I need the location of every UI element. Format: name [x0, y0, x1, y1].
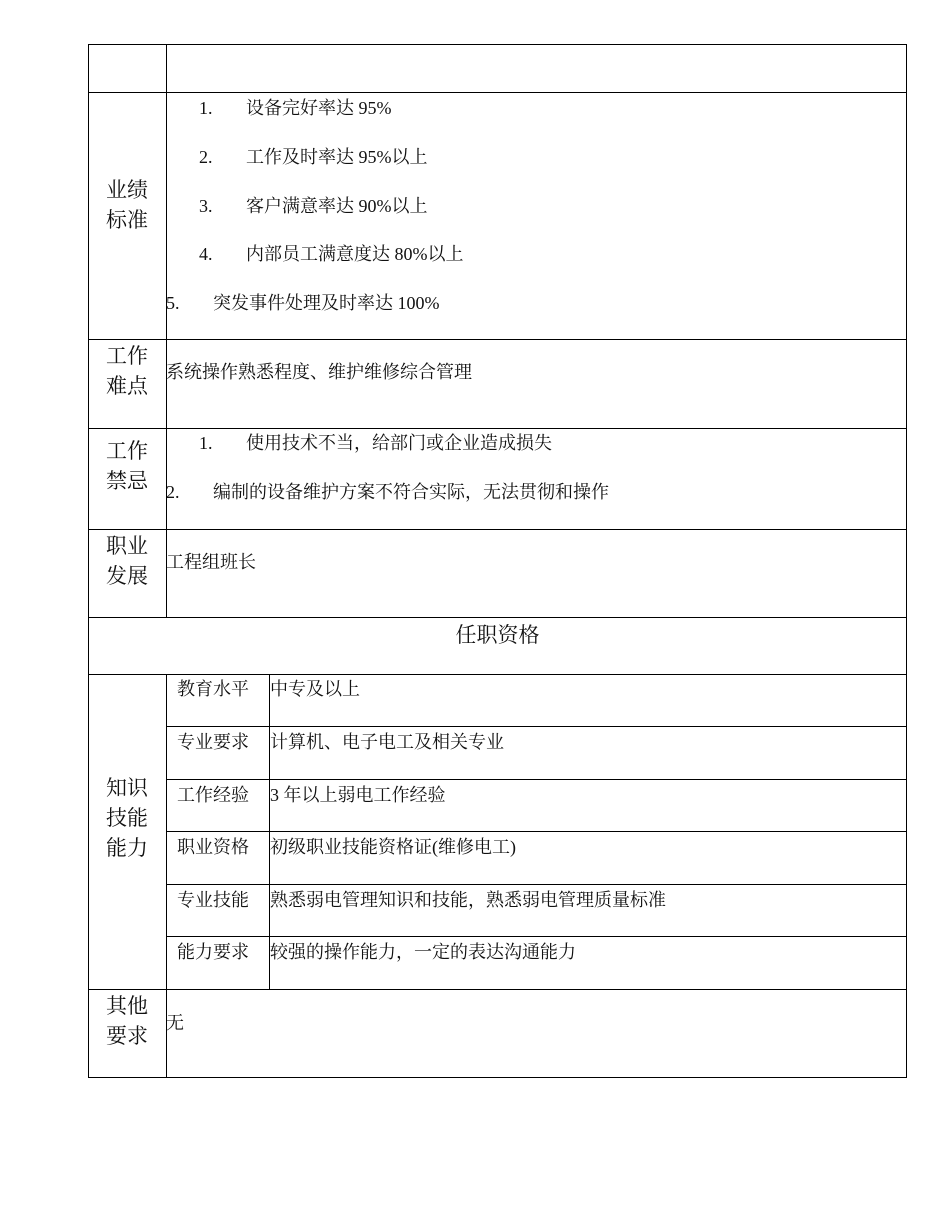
taboo-label	[88, 436, 166, 496]
row-line	[166, 726, 907, 727]
row-line	[88, 92, 907, 93]
career-label-line1: 职业	[106, 534, 148, 558]
skills-value: 计算机、电子电工及相关专业	[270, 732, 504, 752]
skills-value: 中专及以上	[270, 679, 360, 699]
performance-item-text: 内部员工满意度达 80%以上	[246, 244, 464, 264]
skills-value: 较强的操作能力，一定的表达沟通能力	[270, 942, 576, 962]
row-line	[88, 44, 907, 45]
skills-value: 熟悉弱电管理知识和技能，熟悉弱电管理质量标准	[270, 890, 666, 910]
difficulty-label-line1: 工作	[106, 344, 148, 368]
other-label-line2: 要求	[106, 1024, 148, 1048]
performance-item-number: 3.	[199, 196, 213, 216]
row-line	[88, 674, 907, 675]
skills-key: 工作经验	[177, 785, 249, 805]
skills-key: 专业技能	[177, 890, 249, 910]
skills-label-line2: 技能	[106, 806, 148, 830]
performance-label-line1: 业绩	[106, 178, 148, 202]
taboo-item-number: 2.	[166, 482, 180, 502]
skills-value: 3 年以上弱电工作经验	[270, 785, 446, 805]
qualification-title: 任职资格	[455, 623, 540, 647]
row-line	[88, 428, 907, 429]
other-text: 无	[166, 1013, 184, 1033]
row-line	[88, 529, 907, 530]
career-text: 工程组班长	[166, 552, 256, 572]
row-line	[88, 339, 907, 340]
skills-key: 专业要求	[177, 732, 249, 752]
performance-item-text: 突发事件处理及时率达 100%	[213, 293, 440, 313]
difficulty-label	[88, 341, 166, 401]
performance-item-text: 客户满意率达 90%以上	[246, 196, 428, 216]
other-label	[88, 991, 166, 1051]
table-border-bottom	[88, 1077, 907, 1078]
performance-item-text: 工作及时率达 95%以上	[246, 147, 428, 167]
taboo-item-number: 1.	[199, 433, 213, 453]
skills-key: 教育水平	[177, 679, 249, 699]
performance-label-line2: 标准	[106, 208, 148, 232]
performance-label	[88, 175, 166, 235]
row-line	[88, 989, 907, 990]
row-line	[166, 779, 907, 780]
other-label-line1: 其他	[106, 994, 148, 1018]
skills-key: 能力要求	[177, 942, 249, 962]
taboo-item-text: 使用技术不当，给部门或企业造成损失	[246, 433, 552, 453]
taboo-label-line1: 工作	[106, 439, 148, 463]
row-line	[166, 936, 907, 937]
performance-item-number: 5.	[166, 293, 180, 313]
skills-label	[88, 773, 166, 863]
performance-item-text: 设备完好率达 95%	[246, 98, 392, 118]
career-label	[88, 531, 166, 591]
taboo-label-line2: 禁忌	[106, 469, 148, 493]
label-divider	[166, 44, 167, 617]
difficulty-label-line2: 难点	[106, 374, 148, 398]
row-line	[88, 617, 907, 618]
performance-item-number: 4.	[199, 244, 213, 264]
row-line	[166, 884, 907, 885]
taboo-item-text: 编制的设备维护方案不符合实际，无法贯彻和操作	[213, 482, 609, 502]
career-label-line2: 发展	[106, 564, 148, 588]
row-line	[166, 831, 907, 832]
performance-item-number: 1.	[199, 98, 213, 118]
skills-label-line1: 知识	[106, 776, 148, 800]
skills-value: 初级职业技能资格证(维修电工)	[270, 837, 516, 857]
performance-item-number: 2.	[199, 147, 213, 167]
skills-key: 职业资格	[177, 837, 249, 857]
difficulty-text: 系统操作熟悉程度、维护维修综合管理	[166, 362, 472, 382]
skills-label-line3: 能力	[106, 836, 148, 860]
table-border-right	[906, 44, 907, 1077]
